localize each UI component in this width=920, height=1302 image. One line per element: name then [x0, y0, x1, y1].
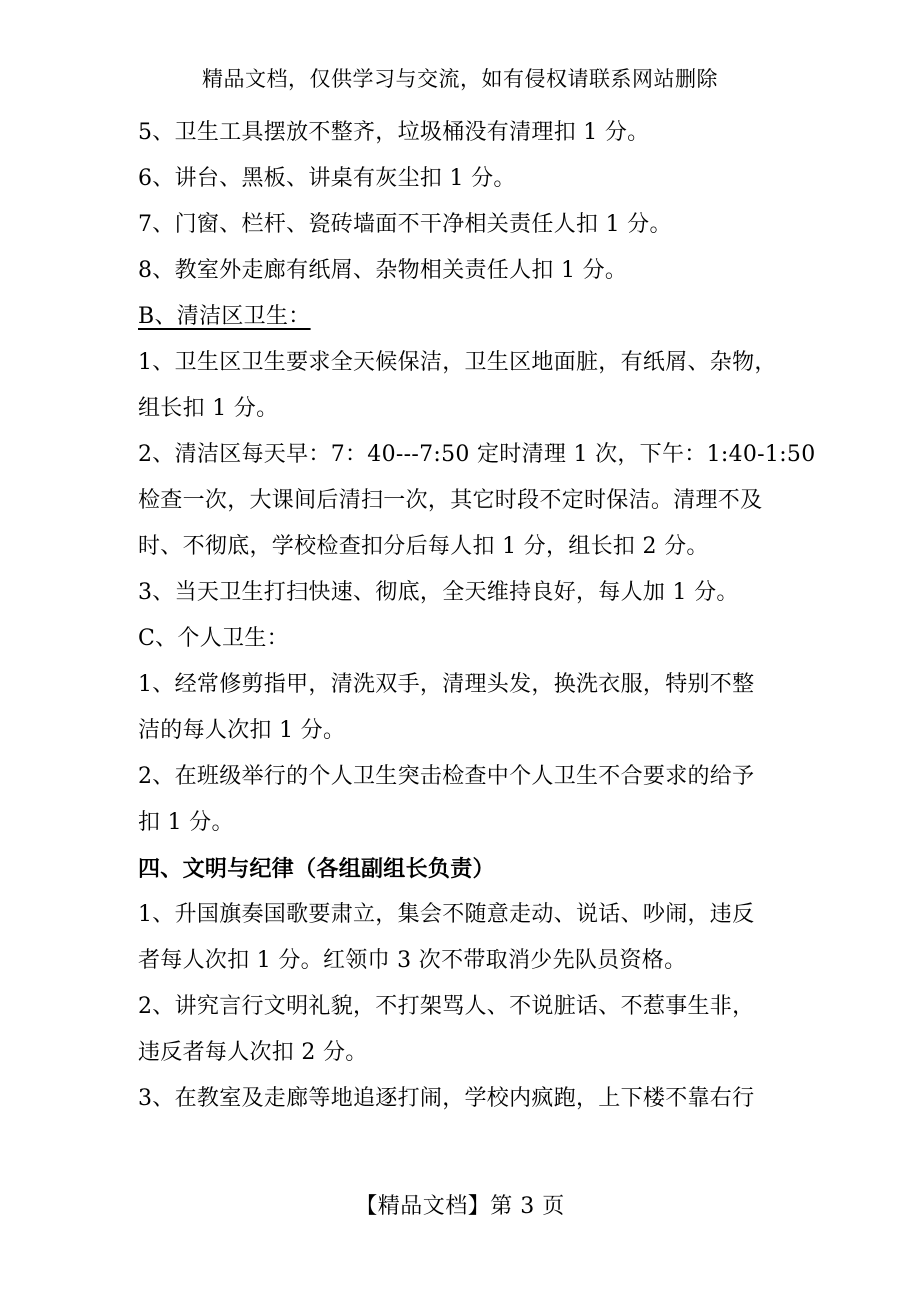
text-line: 1、升国旗奏国歌要肃立，集会不随意走动、说话、吵闹，违反: [138, 902, 755, 927]
text-line: 组长扣 1 分。: [138, 396, 279, 421]
section-heading-b: B、清洁区卫生：: [138, 304, 311, 329]
text-line: 2、清洁区每天早：7：40---7:50 定时清理 1 次，下午：1:40-1:50: [138, 442, 816, 467]
text-line: 洁的每人次扣 1 分。: [138, 718, 346, 743]
text-line: 2、讲究言行文明礼貌，不打架骂人、不说脏话、不惹事生非，: [138, 994, 755, 1019]
text-line: 者每人次扣 1 分。红领巾 3 次不带取消少先队员资格。: [138, 948, 687, 973]
text-line: 5、卫生工具摆放不整齐，垃圾桶没有清理扣 1 分。: [138, 120, 650, 145]
text-line: 检查一次，大课间后清扫一次，其它时段不定时保洁。清理不及: [138, 488, 763, 513]
chapter-heading: 四、文明与纪律（各组副组长负责）: [138, 856, 495, 882]
text-line: 1、卫生区卫生要求全天候保洁，卫生区地面脏，有纸屑、杂物，: [138, 350, 777, 375]
text-line: 时、不彻底，学校检查扣分后每人扣 1 分，组长扣 2 分。: [138, 534, 709, 559]
text-line: 8、教室外走廊有纸屑、杂物相关责任人扣 1 分。: [138, 258, 628, 283]
text-line: 扣 1 分。: [138, 810, 234, 835]
text-line: 3、在教室及走廊等地追逐打闹，学校内疯跑，上下楼不靠右行: [138, 1086, 755, 1111]
page-footer: 【精品文档】第 3 页: [355, 1194, 565, 1219]
text-line: 6、讲台、黑板、讲桌有灰尘扣 1 分。: [138, 166, 516, 191]
text-line: 违反者每人次扣 2 分。: [138, 1040, 368, 1065]
section-heading: [138, 302, 788, 332]
text-line: 3、当天卫生打扫快速、彻底，全天维持良好，每人加 1 分。: [138, 580, 739, 605]
text-line: 1、经常修剪指甲，清洗双手，清理头发，换洗衣服，特别不整: [138, 672, 755, 697]
document-body: [138, 118, 816, 1114]
section-heading-c: C、个人卫生：: [138, 626, 289, 651]
document-header: 精品文档，仅供学习与交流，如有侵权请联系网站删除: [202, 67, 718, 91]
text-line: 7、门窗、栏杆、瓷砖墙面不干净相关责任人扣 1 分。: [138, 212, 672, 237]
text-line: 2、在班级举行的个人卫生突击检查中个人卫生不合要求的给予: [138, 764, 755, 789]
